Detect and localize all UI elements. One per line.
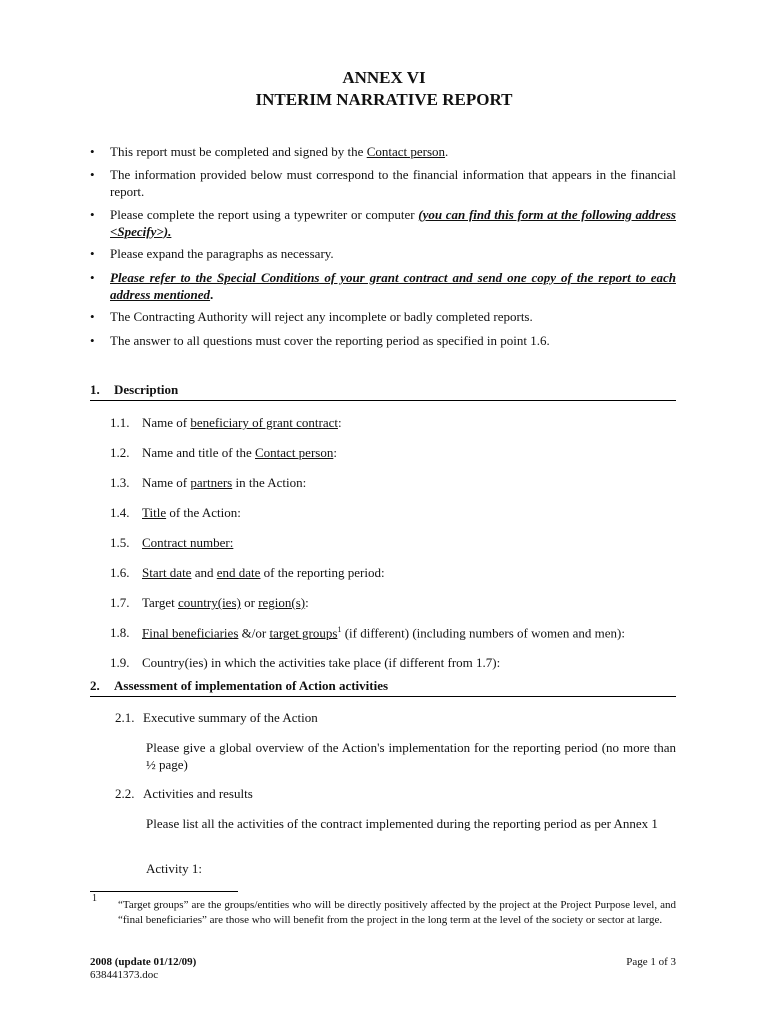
section-2-heading: 2. Assessment of implementation of Action activities — [90, 678, 676, 697]
footnote-text: “Target groups” are the groups/entities who will be directly positively affected by the project at the Project Purpose level, and “final beneficiaries” are those who will benefit from the project in the long term at the level of the society or sector at large. — [118, 899, 676, 926]
item-1-6: 1.6. Start date and end date of the reporting period: — [110, 565, 385, 580]
page-number: Page 1 of 3 — [626, 956, 676, 968]
bullet-icon: • — [90, 144, 95, 159]
footnote-divider — [90, 891, 238, 892]
item-1-3: 1.3. Name of partners in the Action: — [110, 475, 307, 490]
item-2-2: 2.2. Activities and results — [115, 786, 253, 801]
contact-person-link: Contact person — [366, 144, 446, 159]
footnote-ref: 1 — [337, 625, 342, 634]
item-2-2-instructions: Please list all the activities of the contract implemented during the reporting period as per Annex 1 — [146, 816, 658, 831]
section-1-heading: 1. Description — [90, 382, 676, 401]
special-conditions-note: Please refer to the Special Conditions of your grant contract and send one copy of the report to each address mentioned — [110, 270, 676, 302]
footer-version: 2008 (update 01/12/09) — [90, 956, 197, 968]
bullet-icon: • — [90, 207, 95, 222]
form-address-note: (you can find this form at the following address <Specify>). — [110, 207, 676, 239]
item-1-7: 1.7. Target country(ies) or region(s): — [110, 595, 309, 610]
footnote-number: 1 — [92, 893, 97, 904]
bullet-icon: • — [90, 246, 95, 261]
bullet-item: • The information provided below must correspond to the financial information that appears in the financial report. — [90, 167, 676, 199]
item-2-1: 2.1. Executive summary of the Action — [115, 710, 318, 725]
activity-label: Activity 1: — [146, 861, 202, 876]
item-1-8: 1.8. Final beneficiaries &/or target groups$^1$ (if different) (including numbers of women and men): — [110, 625, 625, 641]
report-title: INTERIM NARRATIVE REPORT — [255, 90, 513, 109]
footer-filename: 638441373.doc — [90, 969, 159, 981]
bullet-item: • The Contracting Authority will reject any incomplete or badly completed reports. — [90, 309, 533, 324]
item-1-9: 1.9. Country(ies) in which the activities take place (if different from 1.7): — [110, 655, 501, 670]
bullet-icon: • — [90, 270, 95, 285]
footer-left — [90, 956, 196, 982]
bullet-item: • Please refer to the Special Conditions of your grant contract and send one copy of the report to each address mentioned. — [90, 270, 676, 302]
bullet-item: • This report must be completed and signed by the Contact person. — [90, 144, 449, 159]
bullet-icon: • — [90, 167, 95, 182]
bullet-item: • Please complete the report using a typewriter or computer (you can find this form at the following address <Specify>). — [90, 207, 676, 239]
item-1-1: 1.1. Name of beneficiary of grant contract: — [110, 415, 342, 430]
bullet-item: • The answer to all questions must cover the reporting period as specified in point 1.6. — [90, 333, 550, 348]
bullet-item: • Please expand the paragraphs as necessary. — [90, 246, 334, 261]
annex-heading: ANNEX VI — [342, 68, 426, 87]
bullet-icon: • — [90, 333, 95, 348]
item-1-5: 1.5. Contract number: — [110, 535, 234, 550]
item-1-2: 1.2. Name and title of the Contact person: — [110, 445, 337, 460]
item-2-1-instructions: Please give a global overview of the Action's implementation for the reporting period (no more than ½ page) — [146, 740, 676, 772]
item-1-4: 1.4. Title of the Action: — [110, 505, 241, 520]
bullet-icon: • — [90, 309, 95, 324]
